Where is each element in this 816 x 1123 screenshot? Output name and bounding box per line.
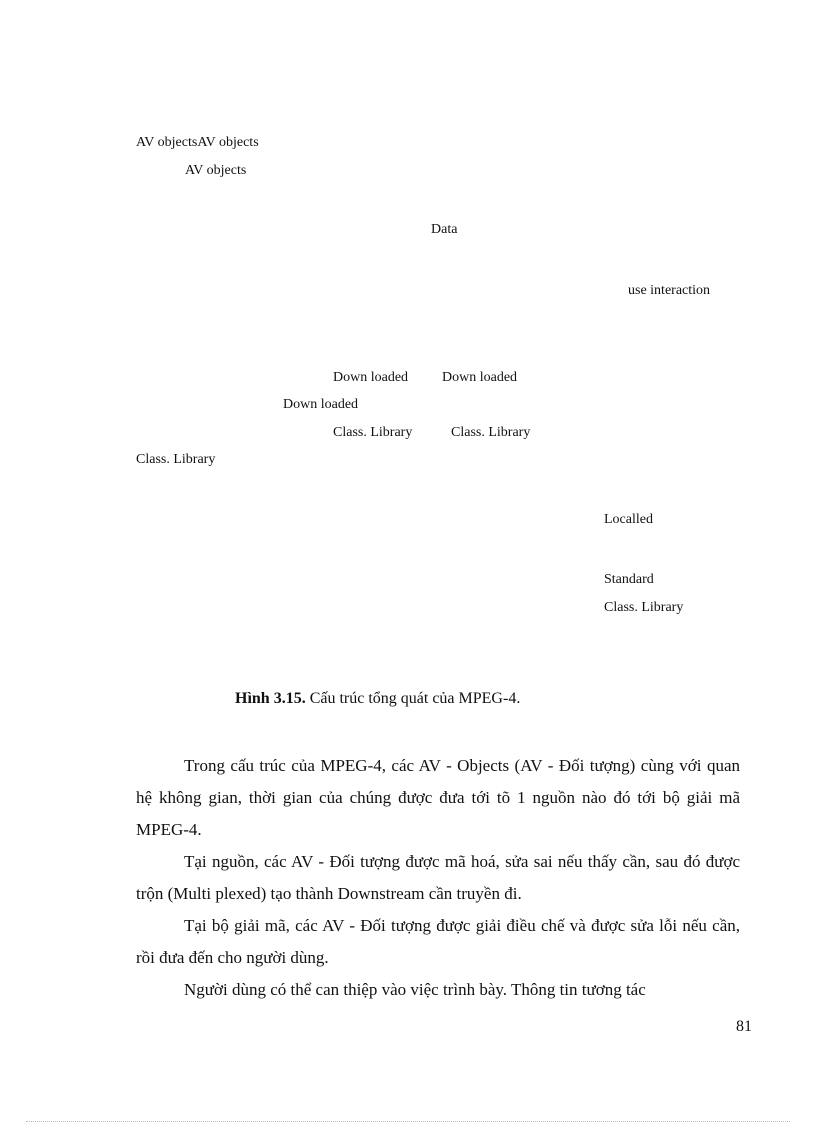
diagram-label-down-loaded-1: Down loaded [333,370,409,385]
diagram-label-class-library-1: Class. Library [333,425,413,440]
diagram-label-down-loaded-3: Down loaded [283,397,359,412]
paragraph-3 [136,910,740,974]
figure-caption-prefix: Hình 3.15. [235,690,306,707]
paragraph-2 [136,846,740,910]
diagram-label-down-loaded-2: Down loaded [442,370,518,385]
paragraph-4 [136,974,740,1006]
bottom-divider [26,1121,790,1122]
paragraph-1 [136,750,740,846]
diagram-label-standard: Standard [604,572,654,587]
diagram-label-class-library-4: Class. Library [604,600,684,615]
paragraph-4-text: Người dùng có thể can thiệp vào việc trình bày. Thông tin tương tác [184,980,646,999]
paragraph-1-text: Trong cấu trúc của MPEG-4, các AV - Objects (AV - Đối tượng) cùng với quan hệ không gian, thời gian của chúng được đưa tới tõ 1 nguồn nào đó tới bộ giải mã MPEG-4. [136,756,740,839]
diagram-label-class-library-3: Class. Library [136,452,216,467]
figure-caption [235,690,520,708]
figure-caption-text: Cấu trúc tổng quát của MPEG-4. [305,690,521,707]
diagram-label-localled: Localled [604,512,653,527]
diagram-label-class-library-2: Class. Library [451,425,531,440]
page-number: 81 [736,1018,752,1035]
paragraph-3-text: Tại bộ giải mã, các AV - Đối tượng được giải điều chế và được sửa lỗi nếu cần, rồi đưa đến cho người dùng. [136,916,740,967]
diagram-label-av-objects-2: AV objects [185,163,247,178]
body-text [136,750,740,1006]
paragraph-2-text: Tại nguồn, các AV - Đối tượng được mã hoá, sửa sai nếu thấy cần, sau đó được trộn (Multi plexed) tạo thành Downstream cần truyền đi. [136,852,740,903]
diagram-label-data: Data [431,222,458,237]
diagram-label-av-objects-1: AV objectsAV objects [136,135,259,150]
diagram-label-use-interaction: use interaction [628,283,711,298]
